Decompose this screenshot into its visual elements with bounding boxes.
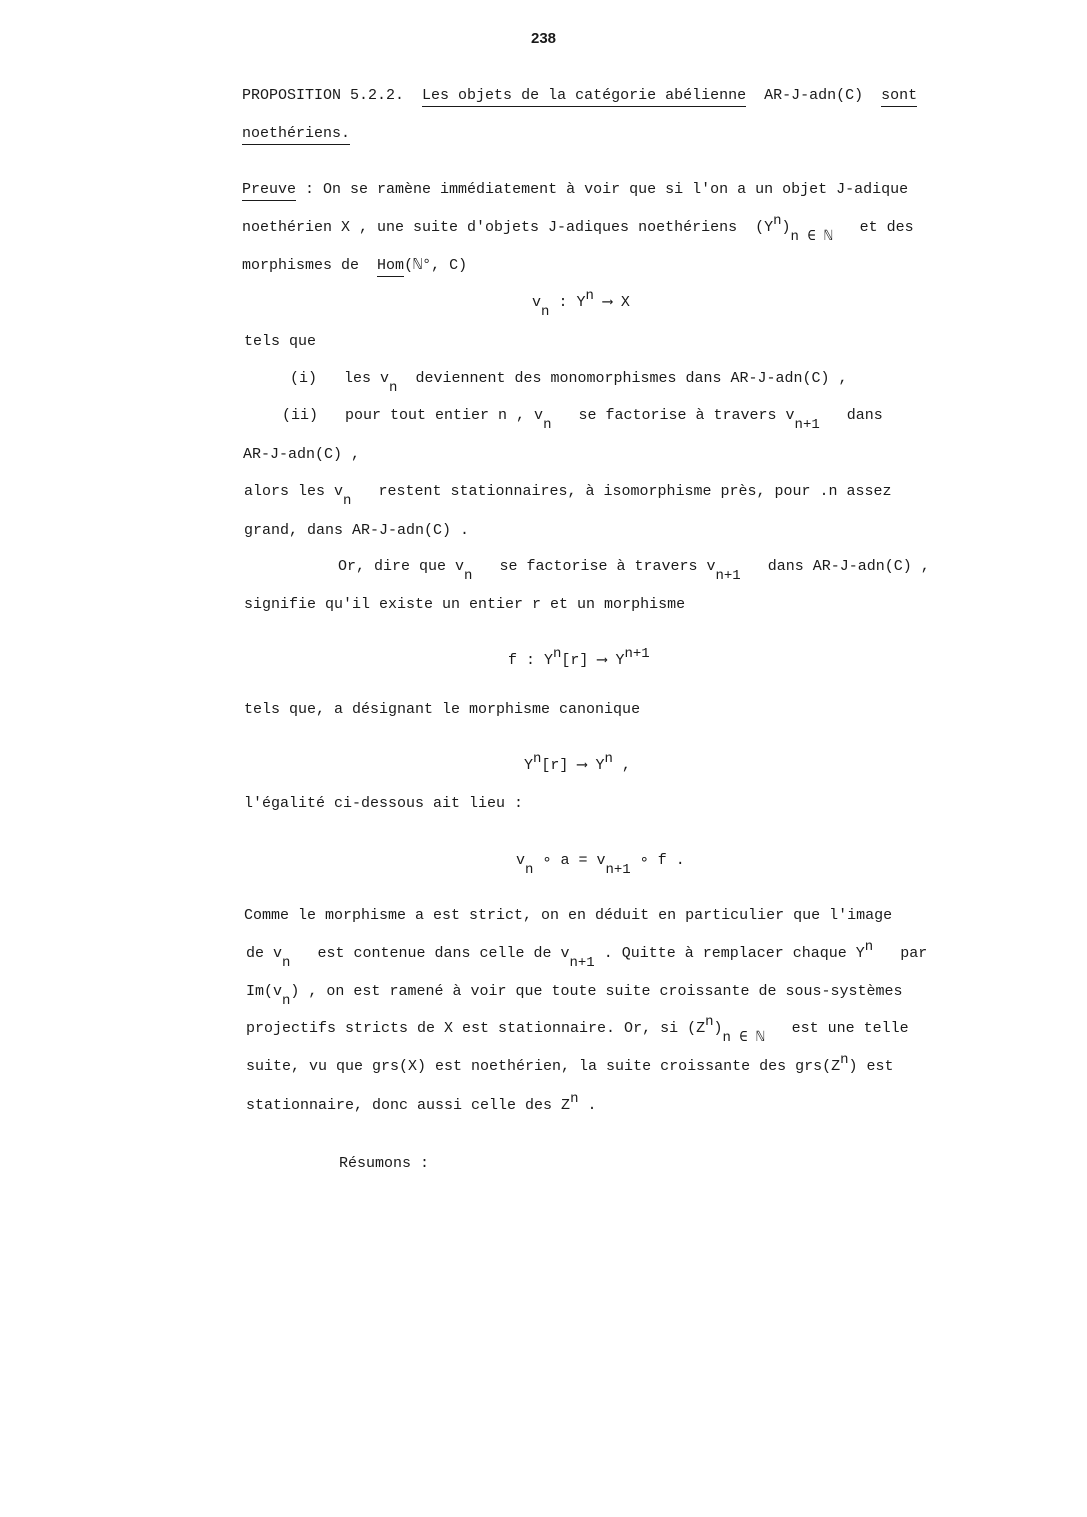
subscript: n bbox=[543, 417, 552, 433]
text: se factorise à travers v bbox=[499, 558, 716, 575]
text: de v bbox=[246, 945, 283, 962]
subscript: n+1 bbox=[794, 417, 820, 433]
superscript: n bbox=[585, 288, 594, 304]
text: suite, vu que grs(X) est noethérien, la suite croissante des grs(Z bbox=[246, 1058, 841, 1075]
subscript: n ∈ ℕ bbox=[790, 229, 833, 245]
text: et des bbox=[859, 219, 914, 236]
proposition-heading bbox=[242, 87, 917, 105]
text: . Quitte à remplacer chaque Y bbox=[603, 945, 865, 962]
text: restent stationnaires, à isomorphisme près, pour .n assez bbox=[378, 483, 892, 500]
superscript: n bbox=[553, 646, 562, 662]
text: (ℕ°, C) bbox=[404, 257, 468, 274]
text: noethérien X , une suite d'objets J-adiques noethériens bbox=[242, 219, 738, 236]
subscript: n bbox=[389, 380, 398, 396]
suite-line bbox=[246, 1052, 894, 1076]
superscript: n bbox=[840, 1052, 849, 1068]
text: pour tout entier n , v bbox=[345, 407, 544, 424]
proposition-line-2 bbox=[242, 125, 350, 143]
text: AR-J-adn(C) , bbox=[243, 446, 361, 463]
subscript: n bbox=[525, 862, 534, 878]
superscript: n bbox=[705, 1014, 714, 1030]
text: les v bbox=[344, 370, 390, 387]
text: signifie qu'il existe un entier r et un morphisme bbox=[244, 596, 686, 613]
de-line bbox=[246, 939, 928, 971]
proposition-statement: Les objets de la catégorie abélienne bbox=[422, 87, 746, 107]
stat-line bbox=[246, 1091, 597, 1115]
item-ii bbox=[282, 407, 883, 433]
text: deviennent des monomorphismes dans AR-J-adn(C) , bbox=[415, 370, 848, 387]
equation-f bbox=[508, 646, 650, 669]
item-label: (ii) bbox=[282, 407, 319, 424]
proposition-label: PROPOSITION 5.2.2. bbox=[242, 87, 405, 104]
im-line bbox=[246, 983, 903, 1009]
text: Y bbox=[524, 757, 534, 774]
text: (Y bbox=[755, 219, 774, 236]
subscript: n bbox=[282, 993, 291, 1009]
text: dans bbox=[846, 407, 883, 424]
hom-functor: Hom bbox=[377, 257, 404, 277]
text: f : Y bbox=[508, 652, 554, 669]
text: v bbox=[516, 852, 526, 869]
subscript: n ∈ ℕ bbox=[722, 1030, 765, 1046]
text: Im(v bbox=[246, 983, 283, 1000]
subscript: n bbox=[464, 568, 473, 584]
item-label: (i) bbox=[290, 370, 318, 387]
or-line bbox=[338, 558, 930, 584]
proposition-tail: sont bbox=[881, 87, 917, 107]
text: est une telle bbox=[791, 1020, 909, 1037]
text: alors les v bbox=[244, 483, 344, 500]
proposition-noetherian: noethériens. bbox=[242, 125, 350, 145]
subscript: n bbox=[343, 493, 352, 509]
text: [r] ⟶ Y bbox=[561, 652, 625, 669]
item-i bbox=[290, 370, 848, 396]
superscript: n bbox=[864, 939, 874, 955]
text: morphismes de bbox=[242, 257, 360, 274]
subscript: n+1 bbox=[605, 862, 631, 878]
text: par bbox=[900, 945, 928, 962]
text: Or, dire que v bbox=[338, 558, 465, 575]
subscript: n bbox=[541, 304, 550, 320]
text: , bbox=[621, 757, 631, 774]
text: projectifs stricts de X est stationnaire. Or, si (Z bbox=[246, 1020, 706, 1037]
superscript: n bbox=[604, 751, 613, 767]
equation-canonical bbox=[524, 751, 631, 774]
text: tels que, a désignant le morphisme canonique bbox=[244, 701, 641, 718]
text: dans AR-J-adn(C) , bbox=[767, 558, 930, 575]
proof-line-3 bbox=[242, 257, 467, 275]
proof-line-1 bbox=[242, 181, 908, 199]
superscript: n bbox=[773, 213, 782, 229]
proposition-category: AR-J-adn(C) bbox=[764, 87, 864, 104]
equation-vn bbox=[532, 288, 630, 320]
text: Comme le morphisme a est strict, on en déduit en particulier que l'image bbox=[244, 907, 893, 924]
text: ) bbox=[713, 1020, 723, 1037]
text: ∘ f . bbox=[639, 852, 685, 869]
page-number: 238 bbox=[530, 30, 557, 47]
text: [r] ⟶ Y bbox=[541, 757, 605, 774]
text: . bbox=[587, 1097, 597, 1114]
text: v bbox=[532, 294, 542, 311]
resumons: Résumons : bbox=[339, 1155, 430, 1172]
superscript: n+1 bbox=[624, 646, 650, 662]
equation-equality bbox=[516, 850, 685, 878]
proof-line-2 bbox=[242, 213, 914, 245]
text: est contenue dans celle de v bbox=[317, 945, 570, 962]
text: ) bbox=[781, 219, 791, 236]
text: grand, dans AR-J-adn(C) . bbox=[244, 522, 470, 539]
text: ⟶ X bbox=[602, 294, 630, 311]
proof-label: Preuve bbox=[242, 181, 296, 201]
subscript: n bbox=[282, 955, 291, 971]
superscript: n bbox=[533, 751, 542, 767]
superscript: n bbox=[570, 1091, 579, 1107]
text: stationnaire, donc aussi celle des Z bbox=[246, 1097, 571, 1114]
text: ) , on est ramené à voir que toute suite croissante de sous-systèmes bbox=[290, 983, 903, 1000]
subscript: n+1 bbox=[569, 955, 595, 971]
text: ) est bbox=[848, 1058, 894, 1075]
text: l'égalité ci-dessous ait lieu : bbox=[244, 795, 524, 812]
text: tels que bbox=[244, 333, 317, 350]
text: : Y bbox=[558, 294, 586, 311]
text: se factorise à travers v bbox=[578, 407, 795, 424]
subscript: n+1 bbox=[715, 568, 741, 584]
proj-line bbox=[246, 1014, 909, 1046]
text: ∘ a = v bbox=[542, 852, 606, 869]
proof-text: : On se ramène immédiatement à voir que si l'on a un objet J-adique bbox=[305, 181, 909, 198]
alors-line bbox=[244, 483, 892, 509]
